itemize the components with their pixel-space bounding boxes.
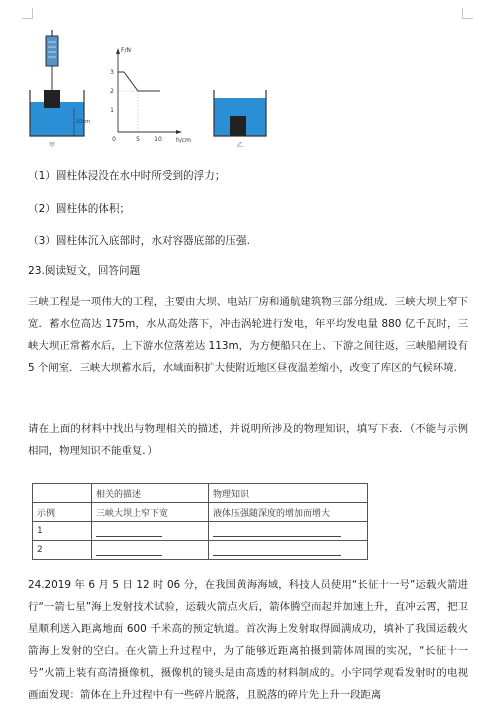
q23-passage: 三峡工程是一项伟大的工程，主要由大坝、电站厂房和通航建筑物三部分组成．三峡大坝上窄下宽．蓄水位高达 175m，水从高处落下，冲击涡轮进行发电，年平均发电量 880 亿千瓦时，三峡大坝正常蓄水后，上下游水位落差达 113m，为方便船只在上、下游之间往返，三峡船闸设有 5 个闸室．三峡大坝蓄水后，水域面积扩大使附近地区昼夜温差缩小，改变了库区的气候环境. bbox=[28, 296, 468, 374]
answer-blank-cell[interactable] bbox=[92, 522, 209, 541]
table-cell: 液体压强随深度的增加而增大 bbox=[209, 503, 368, 522]
page-corner-mark bbox=[22, 8, 33, 19]
table-cell: 1 bbox=[33, 522, 92, 541]
figure-yi-label: 乙 bbox=[236, 142, 244, 149]
table-header-cell: 相关的描述 bbox=[92, 484, 209, 503]
answer-blank[interactable] bbox=[213, 526, 341, 537]
x-tick-label: 10 bbox=[154, 136, 162, 143]
table-header-cell: 物理知识 bbox=[209, 484, 368, 503]
force-depth-graph bbox=[110, 47, 191, 144]
origin-label: 0 bbox=[112, 136, 116, 143]
answer-blank-cell[interactable] bbox=[209, 541, 368, 560]
experiment-figures bbox=[28, 28, 278, 150]
answer-blank[interactable] bbox=[96, 545, 162, 556]
question-2: （2）圆柱体的体积； bbox=[28, 203, 131, 215]
spring-scale-icon bbox=[46, 36, 58, 66]
table-header-cell bbox=[33, 484, 92, 503]
q23-title: 23.阅读短文，回答问题 bbox=[28, 265, 141, 277]
table-cell: 三峡大坝上窄下宽 bbox=[92, 503, 209, 522]
table-cell: 2 bbox=[33, 541, 92, 560]
answer-blank[interactable] bbox=[213, 545, 341, 556]
depth-marker: 10cm bbox=[76, 119, 90, 125]
question-3: （3）圆柱体沉入底部时，水对容器底部的压强. bbox=[28, 235, 250, 247]
answer-blank-cell[interactable] bbox=[92, 541, 209, 560]
table-cell: 示例 bbox=[33, 503, 92, 522]
table-row bbox=[33, 522, 368, 541]
y-tick-label: 3 bbox=[110, 69, 114, 76]
y-tick-label: 1 bbox=[110, 107, 114, 114]
question-1: （1）圆柱体浸没在水中时所受到的浮力； bbox=[28, 170, 226, 182]
answer-blank-cell[interactable] bbox=[209, 522, 368, 541]
force-curve bbox=[118, 72, 160, 91]
table-header-row bbox=[33, 484, 368, 503]
figure-yi bbox=[214, 90, 266, 149]
cylinder-icon bbox=[230, 116, 246, 136]
y-tick-label: 2 bbox=[110, 88, 114, 95]
q23-instruction: 请在上面的材料中找出与物理相关的描述，并说明所涉及的物理知识，填写下表．（不能与示例相同，物理知识不能重复．） bbox=[28, 423, 468, 457]
figure-jia bbox=[30, 30, 90, 149]
page-corner-mark bbox=[462, 8, 473, 19]
table-row bbox=[33, 541, 368, 560]
x-tick-label: 5 bbox=[136, 136, 140, 143]
answer-table bbox=[32, 483, 368, 560]
cylinder-icon bbox=[44, 90, 60, 108]
answer-blank[interactable] bbox=[96, 526, 162, 537]
x-axis-label: h/cm bbox=[176, 137, 191, 144]
table-row bbox=[33, 503, 368, 522]
figures-svg bbox=[28, 28, 278, 150]
q24-text: 24.2019 年 6 月 5 日 12 时 06 分，在我国黄海海域，科技人员使用“长征十一号”运载火箭进行“一箭七星”海上发射技术试验，运载火箭点火后，箭体腾空而起并加速上升，直冲云霄，把卫星顺利送入距离地面 600 千米高的预定轨道。首次海上发射取得圆满成功，填补了我国运载火箭海上发射的空白。在火箭上升过程中，为了能够近距离拍摄到箭体周围的实况，“长征十一号”火箭上装有高清摄像机，摄像机的镜头是由高透的材料制成的。小宇同学观看发射时的电视画面发现：箭体在上升过程中有一些碎片脱落，且脱落的碎片先上升一段距离 bbox=[28, 579, 468, 701]
y-axis-label: F/N bbox=[121, 47, 131, 54]
figure-jia-label: 甲 bbox=[48, 142, 56, 149]
